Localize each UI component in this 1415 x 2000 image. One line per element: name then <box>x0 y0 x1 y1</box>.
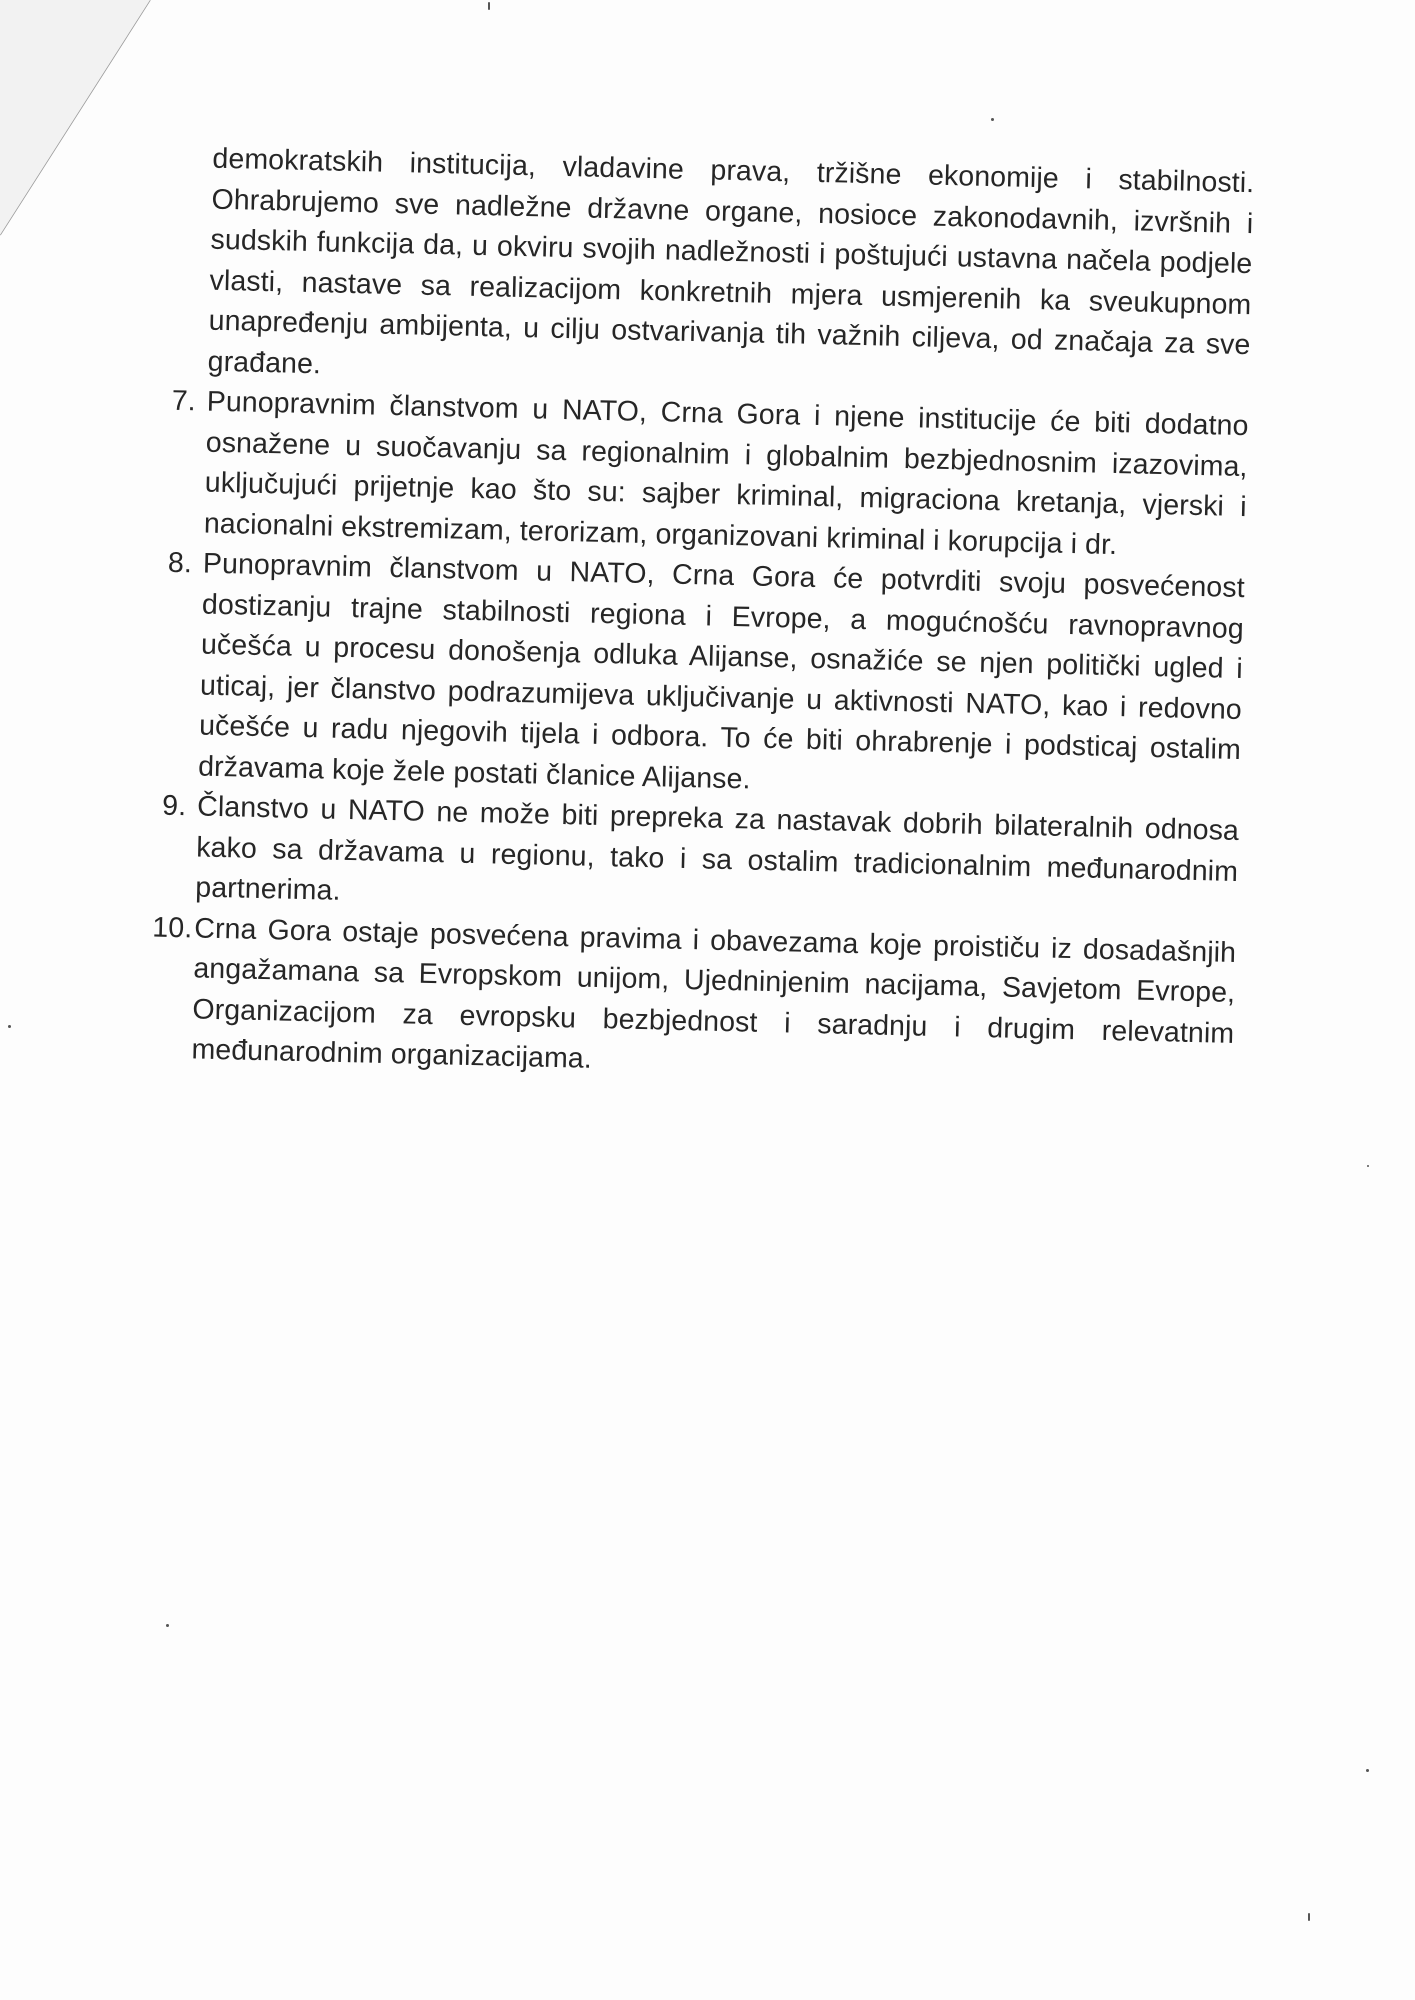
list-item-text: Punopravnim članstvom u NATO, Crna Gora i njene institucije će biti dodatno osnažene u suočavanju sa regionalnim i globalnim bezbjednosnim izazovima, uključujući prijetnje kao što su: sajber kriminal, migraciona kretanja, vjerski i nacionalni ekstremizam, terorizam, organizovani kriminal i korupcija i dr. <box>203 385 1249 561</box>
list-item-number: 9. <box>161 789 187 823</box>
list-item-7 <box>171 381 1249 568</box>
list-item-10 <box>152 907 1237 1094</box>
document-body <box>152 138 1255 1094</box>
list-item-text: Punopravnim članstvom u NATO, Crna Gora će potvrditi svoju posvećenost dostizanju trajne stabilnosti regiona i Evrope, a mogućnošću ravnopravnog učešća u procesu donošenja odluka Alijanse, osnažiće se njen politički ugled i uticaj, jer članstvo podrazumijeva uključivanje u aktivnosti NATO, kao i redovno učešće u radu njegovih tijela i odbora. To će biti ohrabrenje i podsticaj ostalim državama koje žele postati članice Alijanse. <box>197 547 1246 795</box>
list-item-number: 10. <box>152 910 193 944</box>
list-item-number: 8. <box>167 546 193 580</box>
intro-paragraph: demokratskih institucija, vladavine prava, tržišne ekonomije i stabilnosti. Ohrabrujemo sve nadležne državne organe, nosioce zakonodavnih, izvršnih i sudskih funkcija da, u okviru svojih nadležnosti i poštujući ustavna načela podjele vlasti, nastave sa realizacijom konkretnih mjera usmjerenih ka sveukupnom unapređenju ambijenta, u cilju ostvarivanja tih važnih ciljeva, od značaja za sve građane. <box>207 142 1255 380</box>
list-item-text: Članstvo u NATO ne može biti prepreka za nastavak dobrih bilateralnih odnosa kako sa državama u regionu, tako i sa ostalim tradicionalnim međunarodnim partnerima. <box>194 790 1240 907</box>
folded-corner-mark <box>0 0 170 240</box>
list-item-number: 7. <box>171 384 197 418</box>
list-item-8 <box>167 543 1246 811</box>
list-item-text: Crna Gora ostaje posvećena pravima i obavezama koje proističu iz dosadašnjih angažamana sa Evropskom unijom, Ujedninjenim nacijama, Savjetom Evrope, Organizacijom za evropsku bezbjednost i saradnju i drugim relevatnim međunarodnim organizacijama. <box>191 911 1237 1075</box>
